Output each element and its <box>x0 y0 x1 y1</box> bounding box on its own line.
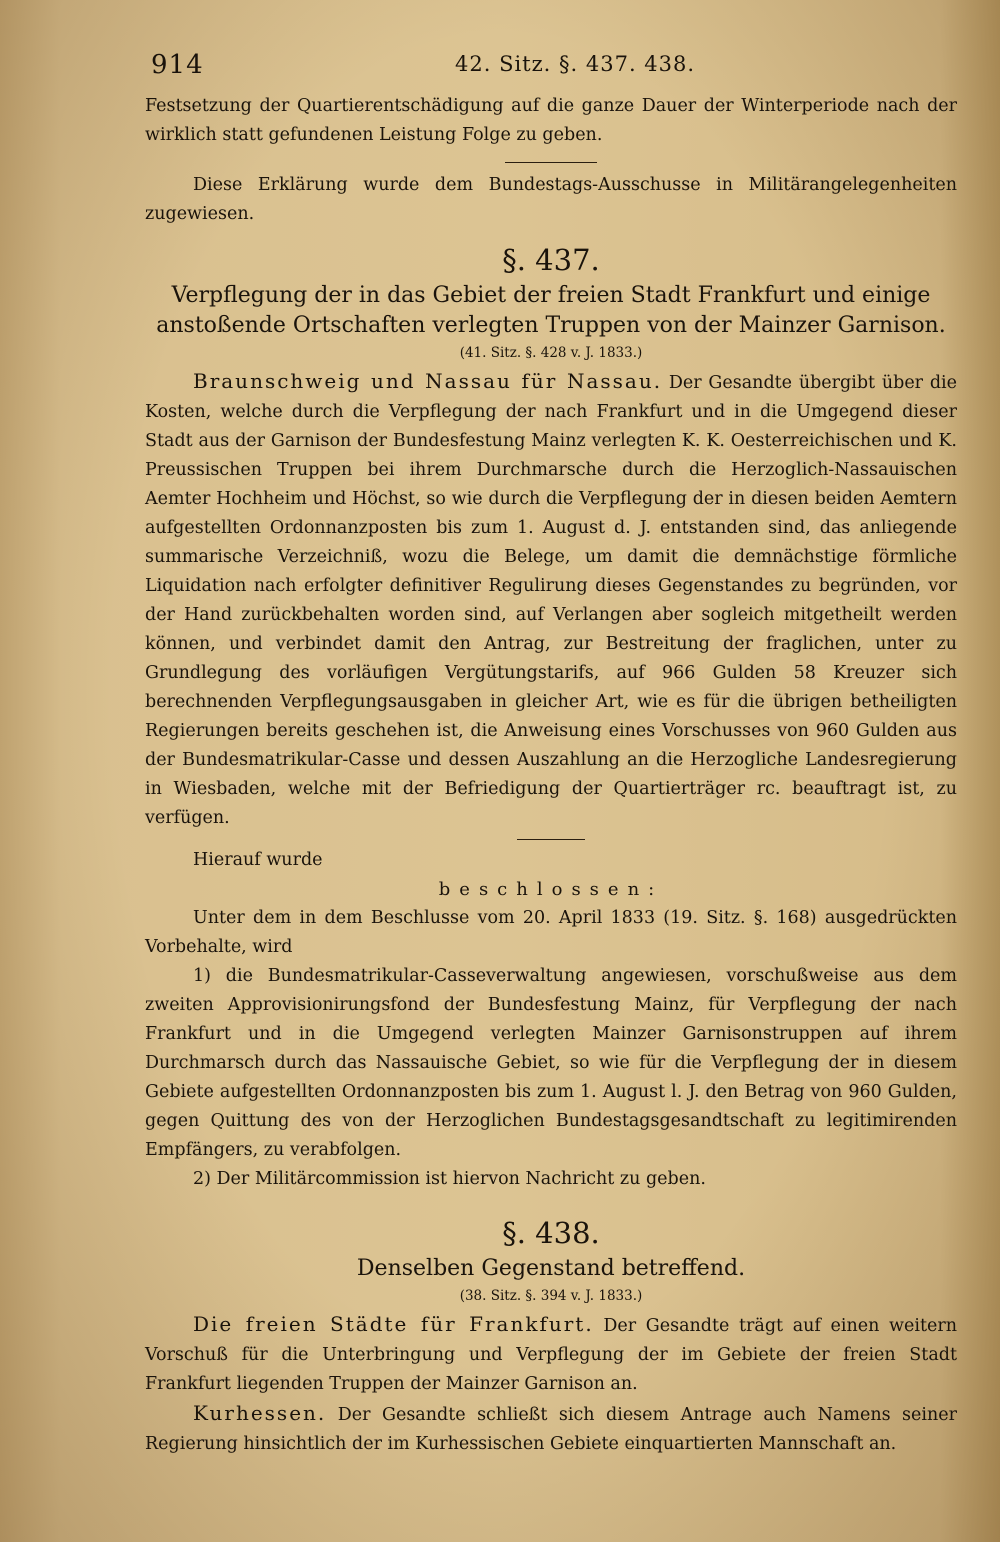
page-content <box>145 48 957 1459</box>
section-437-title: Verpflegung der in das Gebiet der freien Stadt Frankfurt und einige anstoßende Ortschaften verlegten Truppen von der Mainzer Garnison. <box>156 283 946 338</box>
speaker-kurhessen: Kurhessen. <box>193 1401 327 1425</box>
statement-body: Der Gesandte übergibt über die Kosten, welche durch die Verpflegung der nach Frankfurt und in die Umgegend dieser Stadt aus der Garnison der Bundesfestung Mainz verlegten K. K. Oesterreichischen und K. Preussischen Truppen bei ihrem Durchmarsche durch die Herzoglich-Nassauischen Aemter Hochheim und Höchst, so wie durch die Verpflegung der in diesen beiden Aemtern aufgestellten Ordonnanzposten bis zum 1. August d. J. entstanden sind, das anliegende summarische Verzeichniß, wozu die Belege, um damit die demnächstige förmliche Liquidation nach erfolgter definitiver Regulirung dieses Gegenstandes zu begründen, vor der Hand zurückbehalten worden sind, auf Verlangen aber sogleich mitgetheilt werden können, und verbindet damit den Antrag, zur Bestreitung der fraglichen, unter zu Grundlegung des vorläufigen Vergütungstarifs, auf 966 Gulden 58 Kreuzer sich berechnenden Verpflegungsausgaben in gleicher Art, wie es für die übrigen betheiligten Regierungen bereits geschehen ist, die Anweisung eines Vorschusses von 960 Gulden aus der Bundesmatrikular-Casse und dessen Auszahlung an die Herzogliche Landesregierung in Wiesbaden, welche mit der Befriedigung der Quartierträger rc. beauftragt ist, zu verfügen. <box>145 373 957 828</box>
hierauf-line: Hierauf wurde <box>193 850 323 870</box>
statement-body: Der Gesandte schließt sich diesem Antrage auch Namens seiner Regierung hinsichtlich der im Kurhessischen Gebiete einquartierten Mannschaft an. <box>145 1405 957 1454</box>
running-title: 42. Sitz. §. 437. 438. <box>455 52 696 76</box>
divider-rule <box>517 839 585 840</box>
statement-body: Der Gesandte trägt auf einen weitern Vorschuß für die Unterbringung und Verpflegung der im Gebiete der freien Stadt Frankfurt liegenden Truppen der Mainzer Garnison an. <box>145 1316 957 1394</box>
beschlossen-line: beschlossen: <box>438 879 664 900</box>
page-header <box>145 48 957 92</box>
section-438-statement-kurhessen <box>145 1399 957 1459</box>
divider-rule <box>505 162 597 163</box>
section-437-statement <box>145 367 957 833</box>
section-437-number: §. 437. <box>502 243 600 277</box>
section-438-reference: (38. Sitz. §. 394 v. J. 1833.) <box>459 1288 643 1304</box>
speaker-freie-staedte: Die freien Städte für Frankfurt. <box>193 1312 594 1336</box>
resolution-item-1: 1) die Bundesmatrikular-Casseverwaltung angewiesen, vorschußweise aus dem zweiten Approvisionirungsfond der Bundesfestung Mainz, für Verpflegung der nach Frankfurt und in die Umgegend verlegten Mainzer Garnisonstruppen auf ihrem Durchmarsch durch das Nassauische Gebiet, so wie für die Verpflegung der in diesem Gebiete aufgestellten Ordonnanzposten bis zum 1. August l. J. den Betrag von 960 Gulden, gegen Quittung des von der Herzoglichen Bundestagsgesandtschaft zu legitimirenden Empfängers, zu verabfolgen. <box>145 966 957 1160</box>
resolution-preamble: Unter dem in dem Beschlusse vom 20. April 1833 (19. Sitz. §. 168) ausgedrückten Vorbehalte, wird <box>145 908 957 957</box>
section-438-number: §. 438. <box>502 1216 600 1250</box>
section-438-statement-frankfurt <box>145 1310 957 1399</box>
section-437-reference: (41. Sitz. §. 428 v. J. 1833.) <box>459 345 643 361</box>
speaker-braunschweig-nassau: Braunschweig und Nassau für Nassau. <box>193 369 663 393</box>
referral-note: Diese Erklärung wurde dem Bundestags-Ausschusse in Militärangelegenheiten zugewiesen. <box>145 175 957 224</box>
resolution-item-2: 2) Der Militärcommission ist hiervon Nachricht zu geben. <box>193 1169 706 1189</box>
section-438-title: Denselben Gegenstand betreffend. <box>356 1256 746 1281</box>
page-number: 914 <box>151 50 204 80</box>
intro-paragraph: Festsetzung der Quartierentschädigung auf die ganze Dauer der Winterperiode nach der wirklich statt gefundenen Leistung Folge zu geben. <box>145 96 957 145</box>
